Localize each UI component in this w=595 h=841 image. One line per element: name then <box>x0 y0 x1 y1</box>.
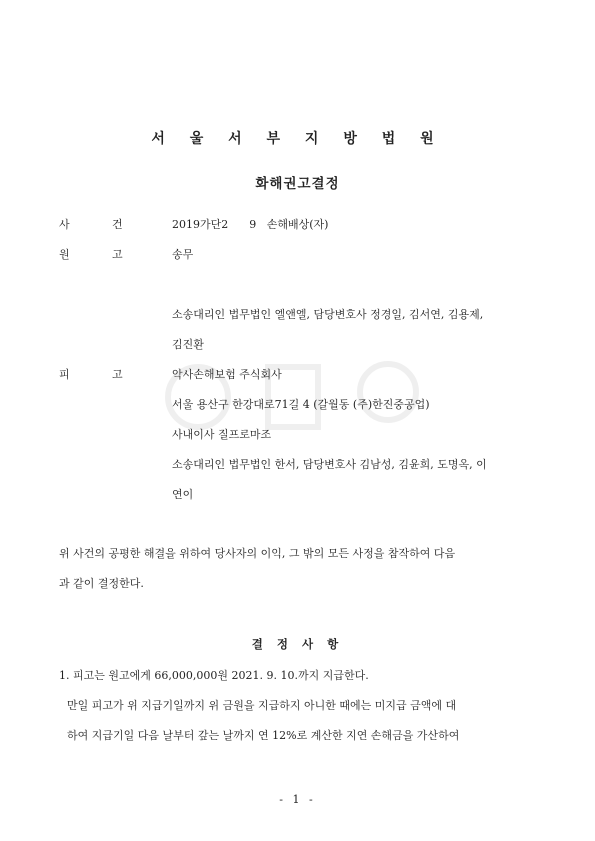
document-title: 화해권고결정 <box>255 176 340 192</box>
decision-heading: 결 정 사 항 <box>251 637 344 651</box>
defendant-attorney-line1: 소송대리인 법무법인 한서, 담당변호사 김남성, 김윤희, 도명옥, 이 <box>172 458 487 471</box>
intro-line-2: 과 같이 결정한다. <box>59 577 144 590</box>
defendant-address: 서울 용산구 한강대로71길 4 (갈월동 (주)한진중공업) <box>172 398 430 411</box>
plaintiff-name: 송무 <box>172 248 194 261</box>
intro-line-1: 위 사건의 공평한 해결을 위하여 당사자의 이익, 그 밖의 모든 사정을 참작하여 다음 <box>59 547 456 560</box>
plaintiff-label-1: 원 <box>59 248 70 261</box>
defendant-representative: 사내이사 질프로마조 <box>172 428 272 441</box>
decision-item-1: 1. 피고는 원고에게 66,000,000원 2021. 9. 10.까지 지급한다. <box>59 669 369 682</box>
defendant-attorney-line2: 연이 <box>172 488 194 501</box>
plaintiff-label-2: 고 <box>112 248 123 261</box>
plaintiff-attorney-line1: 소송대리인 법무법인 엘앤엘, 담당변호사 정경일, 김서연, 김용제, <box>172 308 484 321</box>
page-number: - 1 - <box>279 793 316 806</box>
case-label-1: 사 <box>59 218 70 231</box>
case-number: 2019가단2 9 손해배상(자) <box>172 218 329 231</box>
defendant-label-1: 피 <box>59 368 70 381</box>
court-name: 서 울 서 부 지 방 법 원 <box>151 131 444 147</box>
defendant-label-2: 고 <box>112 368 123 381</box>
defendant-name: 악사손해보험 주식회사 <box>172 368 282 381</box>
decision-item-1-line-2: 만일 피고가 위 지급기일까지 위 금원을 지급하지 아니한 때에는 미지급 금액에 대 <box>67 699 457 712</box>
decision-item-1-line-3: 하여 지급기일 다음 날부터 갚는 날까지 연 12%로 계산한 지연 손해금을 가산하여 <box>67 729 460 742</box>
case-label-2: 건 <box>112 218 123 231</box>
plaintiff-attorney-line2: 김진환 <box>172 338 204 351</box>
